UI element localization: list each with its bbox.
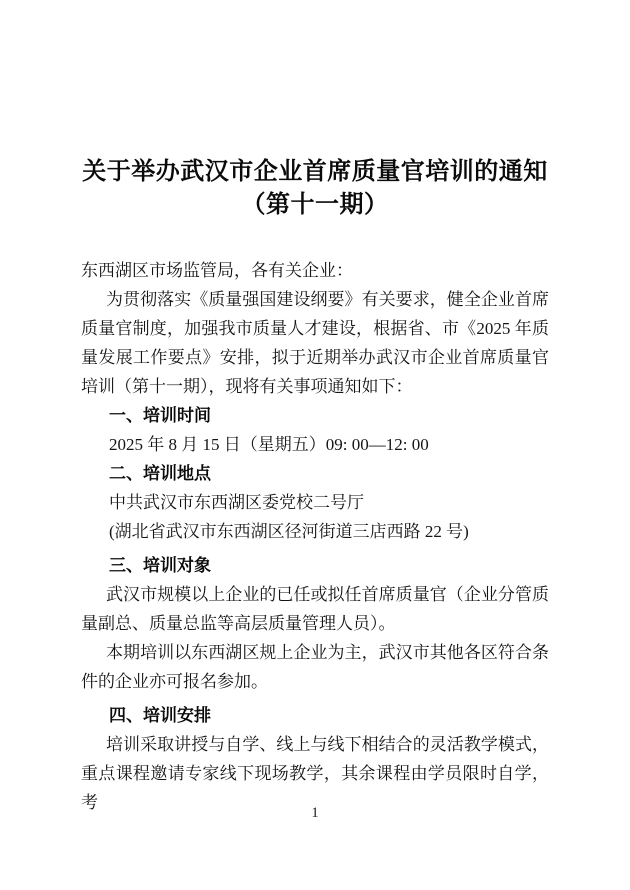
document-body [81, 256, 549, 817]
training-address: (湖北省武汉市东西湖区径河街道三店西路 22 号) [109, 522, 469, 541]
section-heading-3: 三、培训对象 [109, 556, 211, 575]
audience-paragraph-1: 武汉市规模以上企业的已任或拟任首席质量官（企业分管质量副总、质量总监等高层质量管理人员）。 [81, 585, 549, 633]
training-venue: 中共武汉市东西湖区委党校二号厅 [109, 493, 364, 512]
page-number: 1 [311, 805, 319, 821]
section-heading-2: 二、培训地点 [109, 464, 211, 483]
arrangement-paragraph: 培训采取讲授与自学、线上与线下相结合的灵活教学模式，重点课程邀请专家线下现场教学，其余课程由学员限时自学，考 [81, 735, 549, 812]
audience-paragraph-2: 本期培训以东西湖区规上企业为主，武汉市其他各区符合条件的企业亦可报名参加。 [81, 643, 549, 691]
document-title [0, 0, 630, 222]
title-line-1: 关于举办武汉市企业首席质量官培训的通知 [82, 159, 548, 185]
intro-paragraph: 为贯彻落实《质量强国建设纲要》有关要求，健全企业首席质量官制度，加强我市质量人才建设，根据省、市《2025 年质量发展工作要点》安排，拟于近期举办武汉市企业首席质量官培训（第十一期），现将有关事项通知如下： [81, 290, 549, 396]
title-line-2: （第十一期） [241, 192, 389, 218]
section-heading-1: 一、培训时间 [109, 406, 211, 425]
training-time: 2025 年 8 月 15 日（星期五）09: 00—12: 00 [109, 435, 429, 454]
salutation: 东西湖区市场监管局，各有关企业： [81, 261, 353, 280]
section-heading-4: 四、培训安排 [109, 706, 211, 725]
